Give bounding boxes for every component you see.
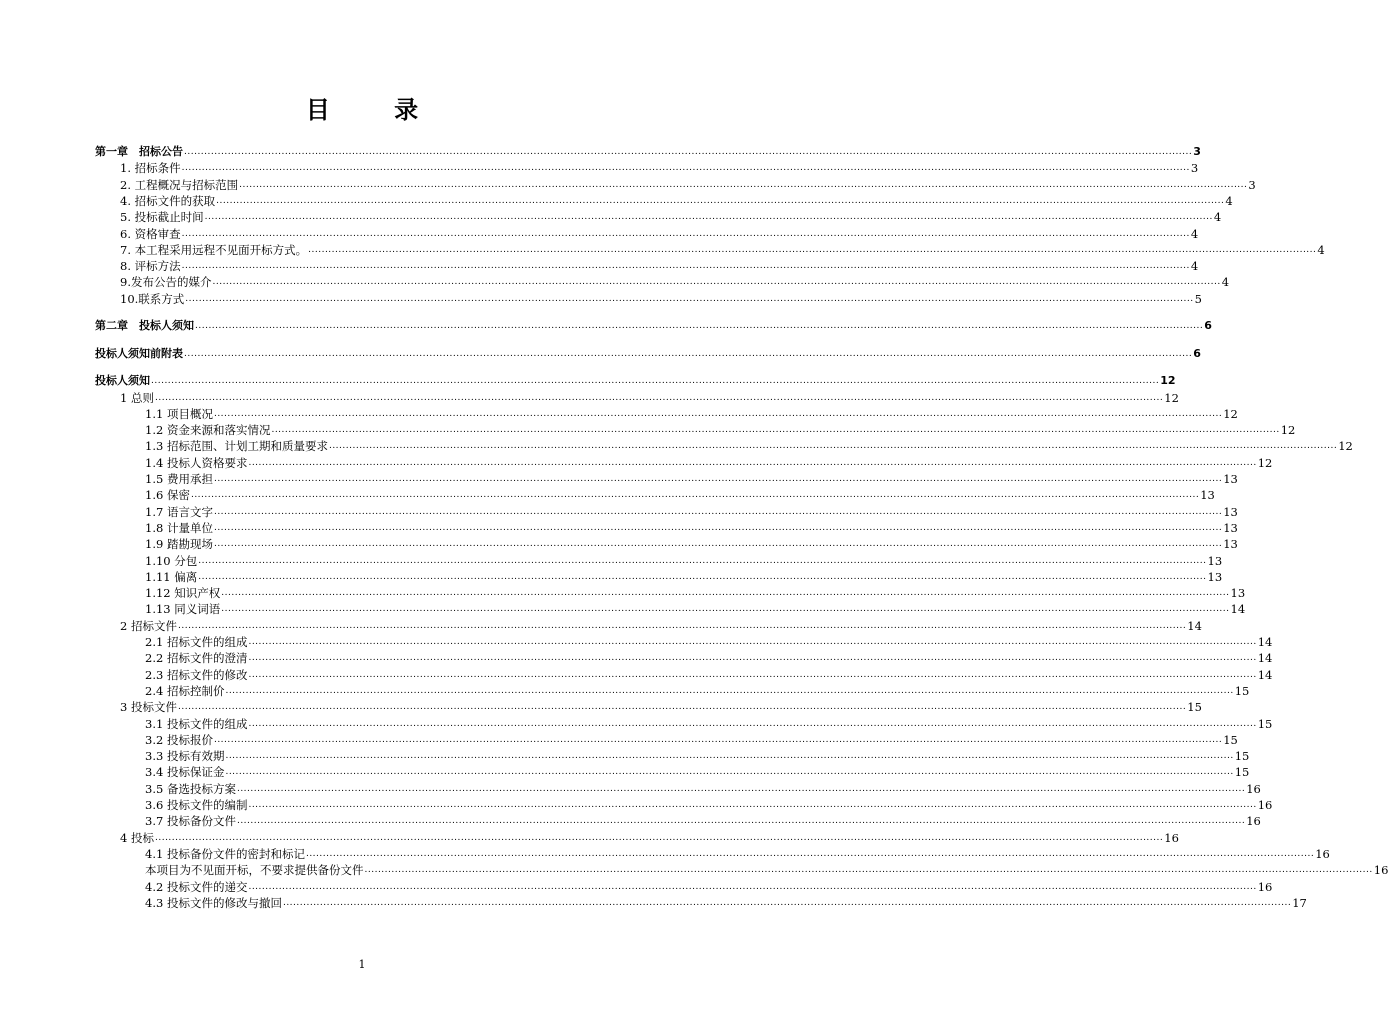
toc-entry-page: 13 [1207,553,1223,568]
toc-entry[interactable] [145,731,1238,747]
toc-entry[interactable] [95,143,1201,159]
toc-entry-title: 1.2 资金来源和落实情况 [145,423,271,438]
toc-leader-dots: ............................................................................................................................................................................................................................................................................................................ [221,588,1230,599]
toc-entry[interactable] [95,372,1176,388]
toc-entry-page: 12 [1257,455,1273,470]
toc-entry[interactable] [145,552,1223,568]
toc-entry[interactable] [120,159,1199,176]
toc-leader-dots: ............................................................................................................................................................................................................................................................................................................ [198,571,1207,582]
toc-leader-dots: ............................................................................................................................................................................................................................................................................................................ [248,669,1257,680]
toc-leader-dots: ............................................................................................................................................................................................................................................................................................................ [236,816,1246,827]
toc-entry-title: 3.3 投标有效期 [145,749,225,764]
toc-entry-page: 15 [1234,749,1250,764]
toc-entry-page: 15 [1257,716,1273,731]
toc-entry[interactable] [145,421,1296,438]
toc-leader-dots: ............................................................................................................................................................................................................................................................................................................ [213,734,1223,745]
toc-entry-title: 2.1 招标文件的组成 [145,635,248,649]
toc-leader-dots: ............................................................................................................................................................................................................................................................................................................ [190,490,1200,501]
toc-entry[interactable] [145,470,1238,486]
toc-entry-title: 1. 招标条件 [120,161,181,176]
toc-leader-dots: ............................................................................................................................................................................................................................................................................................................ [184,348,1193,359]
toc-entry-page: 4 [1221,275,1230,290]
toc-entry[interactable] [145,503,1238,519]
toc-entry[interactable] [145,682,1250,698]
toc-leader-dots: ............................................................................................................................................................................................................................................................................................................ [181,163,1190,174]
toc-entry[interactable] [120,176,1256,192]
toc-entry-page: 15 [1234,683,1250,698]
toc-entry-title: 第二章 投标人须知 [95,319,194,333]
toc-leader-dots: ............................................................................................................................................................................................................................................................................................................ [154,392,1164,403]
toc-entry-title: 3.4 投标保证金 [145,765,225,780]
toc-entry-title: 2.3 招标文件的修改 [145,667,248,682]
toc-leader-dots: ............................................................................................................................................................................................................................................................................................................ [308,244,1317,255]
toc-entry[interactable] [120,257,1199,274]
toc-entry[interactable] [120,829,1179,845]
toc-entry-page: 16 [1257,879,1273,894]
toc-entry-title: 1.5 费用承担 [145,472,213,486]
toc-leader-dots: ............................................................................................................................................................................................................................................................................................................ [225,751,1234,762]
toc-leader-dots: ............................................................................................................................................................................................................................................................................................................ [225,685,1234,696]
toc-entry[interactable] [145,649,1273,666]
toc-entry-title: 4. 招标文件的获取 [120,193,216,208]
toc-leader-dots: ............................................................................................................................................................................................................................................................................................................ [185,293,1194,304]
toc-entry[interactable] [145,568,1223,584]
toc-entry[interactable] [95,345,1201,361]
toc-entry-page: 4 [1213,210,1222,225]
toc-leader-dots: ............................................................................................................................................................................................................................................................................................................ [216,195,1225,206]
toc-entry[interactable] [145,812,1261,829]
toc-entry-title: 4.2 投标文件的递交 [145,879,248,894]
toc-entry-title: 3.1 投标文件的组成 [145,716,248,731]
toc-entry-title: 1.8 计量单位 [145,520,213,535]
toc-entry-title: 3.6 投标文件的编制 [145,798,248,812]
toc-entry-title: 8. 评标方法 [120,259,181,274]
toc-entry[interactable] [145,486,1215,503]
toc-entry[interactable] [145,715,1273,731]
toc-entry-title: 9.发布公告的媒介 [120,275,212,290]
toc-entry-title: 1.12 知识产权 [145,586,221,601]
toc-entry-page: 13 [1223,472,1238,486]
toc-entry[interactable] [120,208,1222,225]
toc-entry-page: 3 [1190,161,1199,176]
toc-leader-dots: ............................................................................................................................................................................................................................................................................................................ [364,865,1373,876]
toc-entry[interactable] [120,290,1202,306]
toc-leader-dots: ............................................................................................................................................................................................................................................................................................................ [204,212,1213,223]
toc-entry-title: 4.1 投标备份文件的密封和标记 [145,846,305,861]
toc-leader-dots: ............................................................................................................................................................................................................................................................................................................ [184,147,1193,157]
toc-entry[interactable] [145,894,1307,910]
toc-entry-title: 2.2 招标文件的澄清 [145,651,248,666]
toc-leader-dots: ............................................................................................................................................................................................................................................................................................................ [282,897,1292,908]
toc-entry-page: 3 [1193,145,1201,158]
toc-entry-page: 16 [1164,830,1179,845]
toc-entry-page: 15 [1234,765,1250,780]
toc-entry-title: 10.联系方式 [120,291,185,306]
toc-entry[interactable] [145,878,1273,894]
toc-leader-dots: ............................................................................................................................................................................................................................................................................................................ [248,457,1257,468]
toc-entry-page: 14 [1230,602,1246,617]
toc-entry-page: 12 [1280,423,1296,438]
toc-entry-page: 13 [1200,488,1215,503]
toc-entry[interactable] [120,698,1202,715]
toc-entry-title: 7. 本工程采用远程不见面开标方式。 [120,242,308,257]
toc-leader-dots: ............................................................................................................................................................................................................................................................................................................ [213,522,1223,533]
toc-entry-page: 16 [1246,814,1261,829]
toc-leader-dots: ............................................................................................................................................................................................................................................................................................................ [248,637,1257,647]
toc-leader-dots: ............................................................................................................................................................................................................................................................................................................ [154,832,1164,843]
toc-leader-dots: ............................................................................................................................................................................................................................................................................................................ [212,277,1221,288]
toc-entry-page: 17 [1292,895,1307,910]
toc-entry-title: 1.9 踏勘现场 [145,537,213,552]
toc-entry[interactable] [145,763,1250,780]
toc-entry-title: 2. 工程概况与招标范围 [120,177,239,192]
toc-entry-page: 12 [1160,374,1176,388]
toc-leader-dots: ............................................................................................................................................................................................................................................................................................................ [213,474,1223,484]
toc-entry[interactable] [145,780,1261,796]
toc-leader-dots: ............................................................................................................................................................................................................................................................................................................ [328,441,1338,452]
toc-entry-title: 1.11 偏离 [145,569,198,584]
toc-leader-dots: ............................................................................................................................................................................................................................................................................................................ [248,718,1257,729]
toc-leader-dots: ............................................................................................................................................................................................................................................................................................................ [248,653,1257,664]
toc-leader-dots: ............................................................................................................................................................................................................................................................................................................ [248,881,1257,892]
toc-entry[interactable] [95,317,1212,333]
toc-entry[interactable] [145,666,1273,682]
toc-entry-page: 13 [1207,569,1223,584]
toc-entry[interactable] [145,845,1330,861]
toc-leader-dots: ............................................................................................................................................................................................................................................................................................................ [236,783,1246,794]
toc-entry-title: 4 投标 [120,830,154,845]
toc-entry-page: 12 [1223,406,1238,421]
toc-entry-page: 14 [1257,651,1273,666]
toc-leader-dots: ............................................................................................................................................................................................................................................................................................................ [177,702,1187,713]
toc-entry-page: 14 [1187,618,1202,633]
toc-leader-dots: ............................................................................................................................................................................................................................................................................................................ [213,506,1223,517]
toc-entry-page: 12 [1164,390,1179,405]
toc-entry-page: 16 [1257,798,1273,812]
toc-entry-page: 14 [1257,667,1273,682]
toc-leader-dots: ............................................................................................................................................................................................................................................................................................................ [181,228,1190,239]
toc-entry-title: 1.13 同义词语 [145,602,221,617]
toc-entry-title: 5. 投标截止时间 [120,210,204,225]
toc-entry-page: 13 [1223,504,1238,519]
toc-entry-page: 4 [1190,226,1199,241]
toc-entry-title: 1.10 分包 [145,553,198,568]
toc-entry-page: 16 [1373,863,1388,878]
toc-leader-dots: ............................................................................................................................................................................................................................................................................................................ [248,800,1257,810]
toc-leader-dots: ............................................................................................................................................................................................................................................................................................................ [213,539,1223,550]
page-title: 目 录 [305,95,447,124]
toc-entry-page: 12 [1338,439,1353,454]
toc-leader-dots: ............................................................................................................................................................................................................................................................................................................ [151,376,1160,387]
toc-entry-title: 投标人须知 [95,374,150,388]
toc-entry-title: 1.7 语言文字 [145,504,213,519]
toc-entry-title: 3.7 投标备份文件 [145,814,236,829]
toc-entry-page: 16 [1246,781,1261,796]
toc-entry[interactable] [145,519,1238,535]
toc-entry[interactable] [120,241,1325,257]
toc-leader-dots: ............................................................................................................................................................................................................................................................................................................ [213,408,1223,419]
toc-entry-title: 本项目为不见面开标，不要求提供备份文件 [145,863,364,878]
toc-entry-page: 13 [1223,520,1238,535]
toc-entry[interactable] [145,405,1238,421]
toc-leader-dots: ............................................................................................................................................................................................................................................................................................................ [225,767,1234,778]
toc-entry[interactable] [145,796,1273,812]
toc-entry-page: 4 [1190,259,1199,274]
toc-entry[interactable] [145,633,1273,649]
toc-entry[interactable] [145,600,1246,617]
toc-leader-dots: ............................................................................................................................................................................................................................................................................................................ [271,425,1280,436]
toc-entry-page: 16 [1315,846,1330,861]
toc-entry[interactable] [145,437,1353,454]
toc-entry[interactable] [120,389,1179,405]
toc-entry-page: 3 [1248,177,1256,192]
toc-entry[interactable] [120,225,1199,241]
toc-entry-page: 4 [1225,193,1233,208]
page-number: 1 [358,958,366,971]
toc-leader-dots: ............................................................................................................................................................................................................................................................................................................ [305,848,1315,859]
toc-entry-page: 15 [1187,700,1202,715]
toc-entry[interactable] [145,747,1250,764]
toc-leader-dots: ............................................................................................................................................................................................................................................................................................................ [239,179,1248,190]
toc-entry[interactable] [145,861,1388,878]
toc-entry-title: 投标人须知前附表 [95,346,183,360]
toc-entry-title: 第一章 招标公告 [95,145,183,158]
toc-entry-title: 2.4 招标控制价 [145,683,225,698]
toc-entry-title: 6. 资格审查 [120,226,181,241]
toc-entry-title: 3 投标文件 [120,700,177,715]
toc-entry-title: 1.3 招标范围、计划工期和质量要求 [145,439,328,454]
toc-entry[interactable] [120,617,1202,633]
toc-entry-page: 6 [1193,346,1201,360]
toc-entry-title: 1.4 投标人资格要求 [145,455,248,470]
toc-leader-dots: ............................................................................................................................................................................................................................................................................................................ [195,321,1204,332]
toc-entry[interactable] [145,454,1273,470]
toc-entry-title: 4.3 投标文件的修改与撤回 [145,895,282,910]
toc-entry-page: 13 [1223,537,1238,552]
toc-entry-page: 5 [1194,291,1202,306]
toc-leader-dots: ............................................................................................................................................................................................................................................................................................................ [198,555,1207,566]
toc-leader-dots: ............................................................................................................................................................................................................................................................................................................ [181,261,1190,272]
toc-entry[interactable] [145,535,1238,552]
toc-entry[interactable] [120,273,1230,290]
toc-leader-dots: ............................................................................................................................................................................................................................................................................................................ [221,604,1230,615]
toc-entry[interactable] [120,192,1233,208]
toc-entry-title: 3.5 备选投标方案 [145,781,236,796]
toc-entry-page: 14 [1257,635,1273,649]
toc-entry-page: 13 [1230,586,1246,601]
toc-entry[interactable] [145,584,1246,601]
toc-leader-dots: ............................................................................................................................................................................................................................................................................................................ [177,620,1187,631]
toc-entry-page: 6 [1204,319,1212,333]
toc-entry-page: 4 [1317,242,1325,257]
toc-entry-title: 1.1 项目概况 [145,406,213,421]
toc-entry-title: 3.2 投标报价 [145,732,213,747]
toc-entry-title: 1 总则 [120,390,154,405]
toc-entry-page: 15 [1223,732,1238,747]
toc-entry-title: 2 招标文件 [120,618,177,633]
toc-entry-title: 1.6 保密 [145,488,190,503]
